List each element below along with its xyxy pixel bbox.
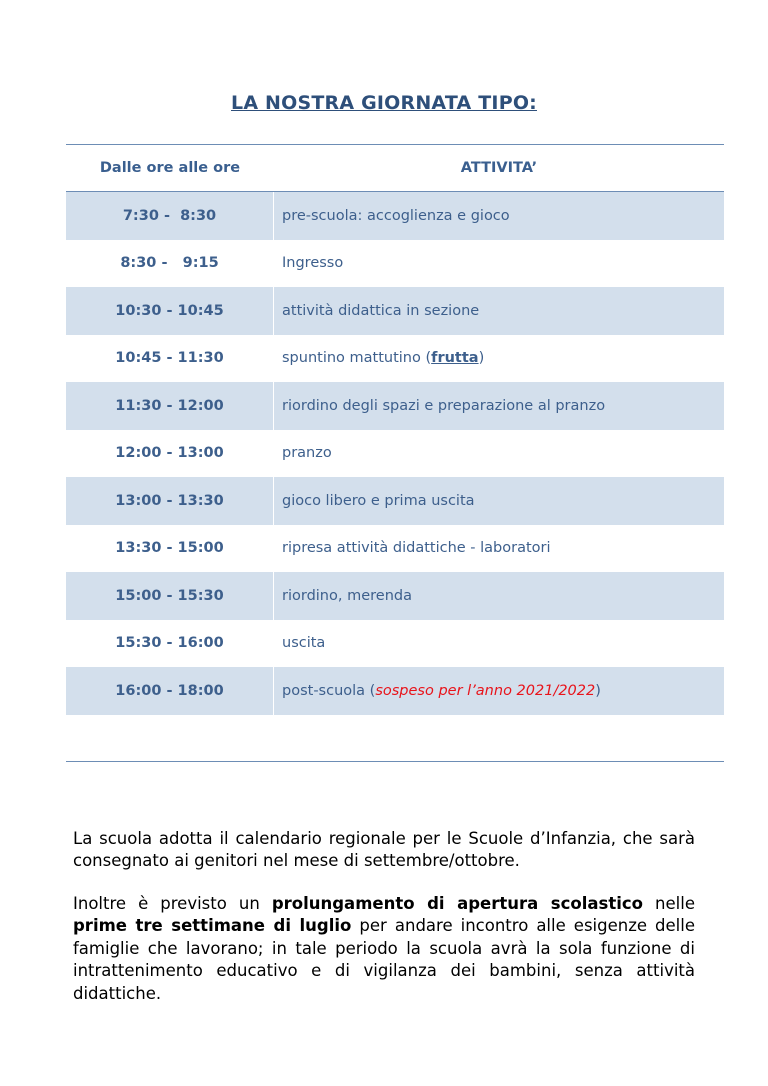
table-row [66, 525, 724, 573]
activity-highlight: frutta [431, 350, 479, 367]
row-time: 13:00 - 13:30 [66, 477, 274, 525]
row-time: 15:30 - 16:00 [66, 620, 274, 668]
table-bottom-rule [66, 761, 724, 762]
row-time: 7:30 - 8:30 [66, 192, 274, 240]
header-activity: ATTIVITA’ [460, 160, 538, 176]
row-time: 8:30 - 9:15 [66, 240, 274, 288]
activity-text: post-scuola ( [282, 682, 376, 699]
paragraph-bold: prime tre settimane di luglio [73, 916, 352, 936]
table-header [66, 145, 724, 192]
row-time: 12:00 - 13:00 [66, 430, 274, 478]
row-activity [274, 350, 724, 366]
row-activity: riordino degli spazi e preparazione al pranzo [282, 397, 606, 414]
row-time: 13:30 - 15:00 [66, 525, 274, 573]
row-activity: uscita [282, 635, 326, 652]
paragraph-text: Inoltre è previsto un [73, 894, 272, 913]
row-activity: riordino, merenda [282, 587, 412, 604]
row-time: 15:00 - 15:30 [66, 572, 274, 620]
row-time: 10:45 - 11:30 [66, 335, 274, 383]
row-activity: ripresa attività didattiche - laboratori [282, 540, 551, 557]
page-title: LA NOSTRA GIORNATA TIPO: [231, 92, 537, 114]
activity-text-end: ) [478, 350, 485, 367]
activity-text-end: ) [595, 682, 601, 699]
table-row [66, 430, 724, 478]
calendar-paragraph: La scuola adotta il calendario regionale per le Scuole d’Infanzia, che sarà consegnato ai genitori nel mese di settembre/ottobre. [73, 829, 695, 871]
summer-extension-paragraph [73, 893, 695, 1005]
paragraph-bold: prolungamento di apertura scolastico [271, 894, 644, 913]
row-time: 10:30 - 10:45 [66, 287, 274, 335]
table-row [66, 620, 724, 668]
table-row [66, 335, 724, 383]
table-row [66, 382, 724, 430]
table-row [66, 287, 724, 335]
table-row [66, 240, 724, 288]
table-row [66, 477, 724, 525]
table-row [66, 667, 724, 715]
table-row [66, 572, 724, 620]
activity-note-red: sospeso per l’anno 2021/2022 [375, 682, 596, 699]
paragraph-text: nelle [643, 894, 695, 913]
row-time: 16:00 - 18:00 [66, 667, 274, 715]
row-activity: pre-scuola: accoglienza e gioco [282, 207, 510, 224]
row-activity: pranzo [282, 445, 332, 462]
table-row [66, 192, 724, 240]
row-activity: Ingresso [282, 255, 344, 272]
header-time: Dalle ore alle ore [99, 160, 241, 176]
row-activity [274, 683, 724, 699]
row-activity: attività didattica in sezione [282, 302, 480, 319]
row-activity: gioco libero e prima uscita [282, 492, 475, 509]
activity-text: spuntino mattutino ( [282, 350, 432, 367]
row-time: 11:30 - 12:00 [66, 382, 274, 430]
paragraph-text: per andare incontro alle esigenze delle famiglie che lavorano; in tale periodo la scuola avrà la sola funzione di intrattenimento educativo e di vigilanza dei bambini, senza attività didattiche. [73, 916, 696, 1003]
schedule-table [66, 144, 724, 715]
